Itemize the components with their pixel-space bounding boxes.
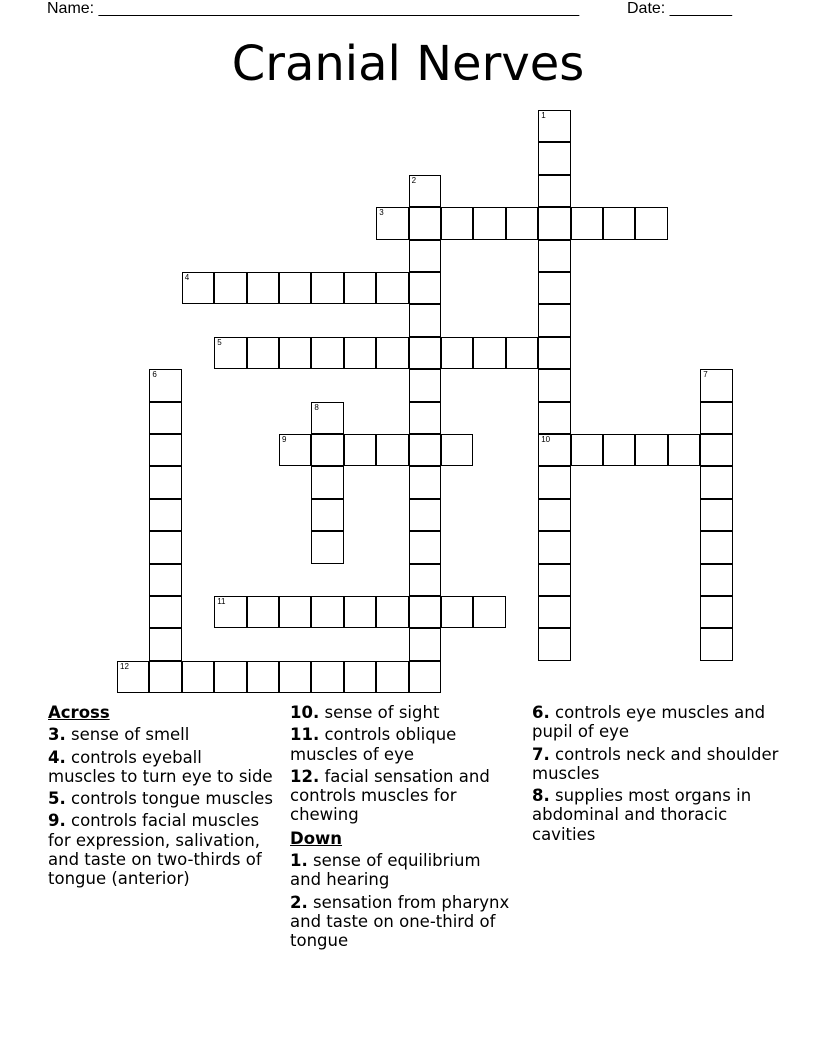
grid-cell[interactable] — [214, 661, 246, 693]
clue-num: 6. — [532, 703, 550, 722]
grid-cell[interactable] — [473, 207, 505, 239]
grid-cell[interactable] — [635, 434, 667, 466]
grid-cell[interactable] — [214, 272, 246, 304]
grid-cell[interactable] — [149, 531, 181, 563]
grid-cell[interactable] — [538, 304, 570, 336]
grid-cell[interactable] — [279, 337, 311, 369]
grid-cell[interactable] — [149, 466, 181, 498]
clue — [290, 703, 515, 722]
grid-cell[interactable] — [311, 661, 343, 693]
grid-cell[interactable] — [344, 596, 376, 628]
clue-number: 12 — [120, 661, 129, 671]
clue-text: sensation from pharynx and taste on one-third of tongue — [290, 892, 510, 951]
grid-cell[interactable] — [409, 240, 441, 272]
grid-cell[interactable] — [409, 175, 441, 207]
grid-cell[interactable] — [409, 369, 441, 401]
grid-cell[interactable] — [473, 596, 505, 628]
grid-cell[interactable] — [149, 369, 181, 401]
grid-cell[interactable] — [376, 337, 408, 369]
grid-cell[interactable] — [538, 596, 570, 628]
clue-text: controls tongue muscles — [65, 789, 273, 809]
clue — [532, 786, 782, 844]
clue — [48, 748, 273, 787]
clue-num: 2. — [290, 892, 308, 912]
grid-cell[interactable] — [149, 596, 181, 628]
grid-cell[interactable] — [149, 434, 181, 466]
clue-num: 1. — [290, 851, 308, 871]
grid-cell[interactable] — [376, 207, 408, 239]
clue-text: supplies most organs in abdominal and thoracic cavities — [532, 786, 752, 844]
clue-column-2 — [290, 703, 515, 951]
grid-cell[interactable] — [376, 661, 408, 693]
grid-cell[interactable] — [635, 207, 667, 239]
grid-cell[interactable] — [538, 272, 570, 304]
clue-text: sense of sight — [319, 703, 440, 722]
grid-cell[interactable] — [214, 596, 246, 628]
grid-cell[interactable] — [571, 434, 603, 466]
clue-num: 8. — [532, 786, 550, 806]
clue-num: 11. — [290, 725, 320, 745]
clue-num: 12. — [290, 766, 320, 786]
name-label: Name: — [47, 0, 95, 17]
clue-number: 10 — [541, 435, 551, 444]
grid-cell[interactable] — [149, 628, 181, 660]
grid-cell[interactable] — [344, 661, 376, 693]
clue-text: sense of smell — [65, 725, 190, 745]
grid-cell[interactable] — [344, 434, 376, 466]
grid-cell[interactable] — [538, 628, 570, 660]
grid-cell[interactable] — [603, 434, 635, 466]
clue-number: 1 — [541, 111, 546, 120]
grid-cell[interactable] — [409, 402, 441, 434]
grid-cell[interactable] — [603, 207, 635, 239]
grid-cell[interactable] — [441, 434, 473, 466]
grid-cell[interactable] — [538, 564, 570, 596]
grid-cell[interactable] — [279, 661, 311, 693]
grid-cell[interactable] — [538, 434, 570, 466]
grid-cell[interactable] — [409, 564, 441, 596]
page-title: Cranial Nerves — [231, 36, 585, 92]
grid-cell[interactable] — [409, 304, 441, 336]
clue-text: controls neck and shoulder muscles — [532, 744, 779, 783]
grid-cell[interactable] — [700, 466, 732, 498]
grid-cell[interactable] — [214, 337, 246, 369]
grid-cell[interactable] — [311, 499, 343, 531]
grid-cell[interactable] — [668, 434, 700, 466]
grid-cell[interactable] — [182, 661, 214, 693]
grid-cell[interactable] — [376, 272, 408, 304]
grid-cell[interactable] — [409, 466, 441, 498]
clue-text: facial sensation and controls muscles for chewing — [290, 766, 490, 825]
grid-cell[interactable] — [538, 337, 570, 369]
clue-num: 5. — [48, 789, 66, 809]
clue-number: 3 — [379, 208, 384, 218]
grid-cell[interactable] — [311, 434, 343, 466]
grid-cell[interactable] — [700, 628, 732, 660]
clue-text: sense of equilibrium and hearing — [290, 851, 481, 890]
grid-cell[interactable] — [571, 207, 603, 239]
grid-cell[interactable] — [376, 434, 408, 466]
grid-cell[interactable] — [506, 337, 538, 369]
clue — [48, 725, 273, 744]
clue-number: 6 — [152, 370, 157, 380]
grid-cell[interactable] — [700, 499, 732, 531]
grid-cell[interactable] — [473, 337, 505, 369]
clue — [290, 893, 515, 951]
grid-cell[interactable] — [409, 531, 441, 563]
clue-text: controls eyeball muscles to turn eye to side — [48, 747, 273, 786]
clue-number: 8 — [314, 402, 319, 412]
clue-num: 7. — [532, 744, 550, 764]
down-heading: Down — [290, 828, 343, 848]
grid-cell[interactable] — [538, 207, 570, 239]
grid-cell[interactable] — [538, 175, 570, 207]
grid-cell[interactable] — [149, 402, 181, 434]
clue-number: 9 — [282, 435, 287, 444]
clue — [48, 811, 273, 888]
grid-cell[interactable] — [279, 272, 311, 304]
grid-cell[interactable] — [700, 402, 732, 434]
grid-cell[interactable] — [149, 661, 181, 693]
clue-number: 2 — [411, 175, 417, 185]
grid-cell[interactable] — [538, 499, 570, 531]
grid-cell[interactable] — [247, 272, 279, 304]
grid-cell[interactable] — [441, 207, 473, 239]
grid-cell[interactable] — [506, 207, 538, 239]
grid-cell[interactable] — [149, 499, 181, 531]
clue — [532, 745, 782, 784]
grid-cell[interactable] — [441, 596, 473, 628]
grid-cell[interactable] — [538, 531, 570, 563]
clue — [48, 789, 273, 808]
clue — [290, 767, 515, 825]
grid-cell[interactable] — [247, 661, 279, 693]
grid-cell[interactable] — [279, 596, 311, 628]
clue-num: 3. — [48, 725, 66, 745]
grid-cell[interactable] — [409, 499, 441, 531]
clue-text: controls oblique muscles of eye — [290, 725, 457, 764]
grid-cell[interactable] — [311, 531, 343, 563]
grid-cell[interactable] — [409, 337, 441, 369]
grid-cell[interactable] — [247, 596, 279, 628]
clue-text: controls eye muscles and pupil of eye — [532, 703, 766, 742]
grid-cell[interactable] — [311, 466, 343, 498]
grid-cell[interactable] — [538, 369, 570, 401]
grid-cell[interactable] — [409, 272, 441, 304]
clue — [290, 725, 515, 764]
grid-cell[interactable] — [409, 628, 441, 660]
grid-cell[interactable] — [149, 564, 181, 596]
grid-cell[interactable] — [409, 207, 441, 239]
clue-column-1 — [48, 703, 273, 889]
grid-cell[interactable] — [344, 272, 376, 304]
clue — [532, 703, 782, 742]
grid-cell[interactable] — [247, 337, 279, 369]
grid-cell[interactable] — [344, 337, 376, 369]
grid-cell[interactable] — [409, 661, 441, 693]
grid-cell[interactable] — [538, 110, 570, 142]
grid-cell[interactable] — [182, 272, 214, 304]
clue — [290, 851, 515, 890]
grid-cell[interactable] — [538, 466, 570, 498]
date-line[interactable]: _______ — [669, 0, 732, 17]
grid-cell[interactable] — [376, 596, 408, 628]
clue-number: 4 — [184, 273, 190, 282]
grid-cell[interactable] — [311, 337, 343, 369]
grid-cell[interactable] — [538, 402, 570, 434]
clue-text: controls facial muscles for expression, salivation, and taste on two-thirds of tongue (anterior) — [48, 811, 262, 889]
clue-column-3 — [532, 703, 782, 844]
grid-cell[interactable] — [700, 531, 732, 563]
grid-cell[interactable] — [700, 369, 732, 401]
grid-cell[interactable] — [700, 434, 732, 466]
grid-cell[interactable] — [700, 596, 732, 628]
grid-cell[interactable] — [538, 240, 570, 272]
grid-cell[interactable] — [311, 596, 343, 628]
date-label: Date: — [627, 0, 666, 17]
grid-cell[interactable] — [279, 434, 311, 466]
clue-num: 9. — [48, 811, 66, 831]
grid-cell[interactable] — [311, 402, 343, 434]
clue-number: 11 — [217, 597, 226, 606]
grid-cell[interactable] — [441, 337, 473, 369]
across-heading: Across — [48, 703, 110, 722]
grid-cell[interactable] — [311, 272, 343, 304]
clue-number: 7 — [703, 370, 708, 380]
clue-num: 4. — [48, 747, 66, 767]
name-line[interactable]: ______________________________________________________ — [98, 0, 580, 17]
grid-cell[interactable] — [409, 596, 441, 628]
clue-num: 10. — [290, 703, 320, 722]
grid-cell[interactable] — [409, 434, 441, 466]
grid-cell[interactable] — [538, 142, 570, 174]
grid-cell[interactable] — [700, 564, 732, 596]
clue-number: 5 — [217, 337, 222, 347]
grid-cell[interactable] — [117, 661, 149, 693]
